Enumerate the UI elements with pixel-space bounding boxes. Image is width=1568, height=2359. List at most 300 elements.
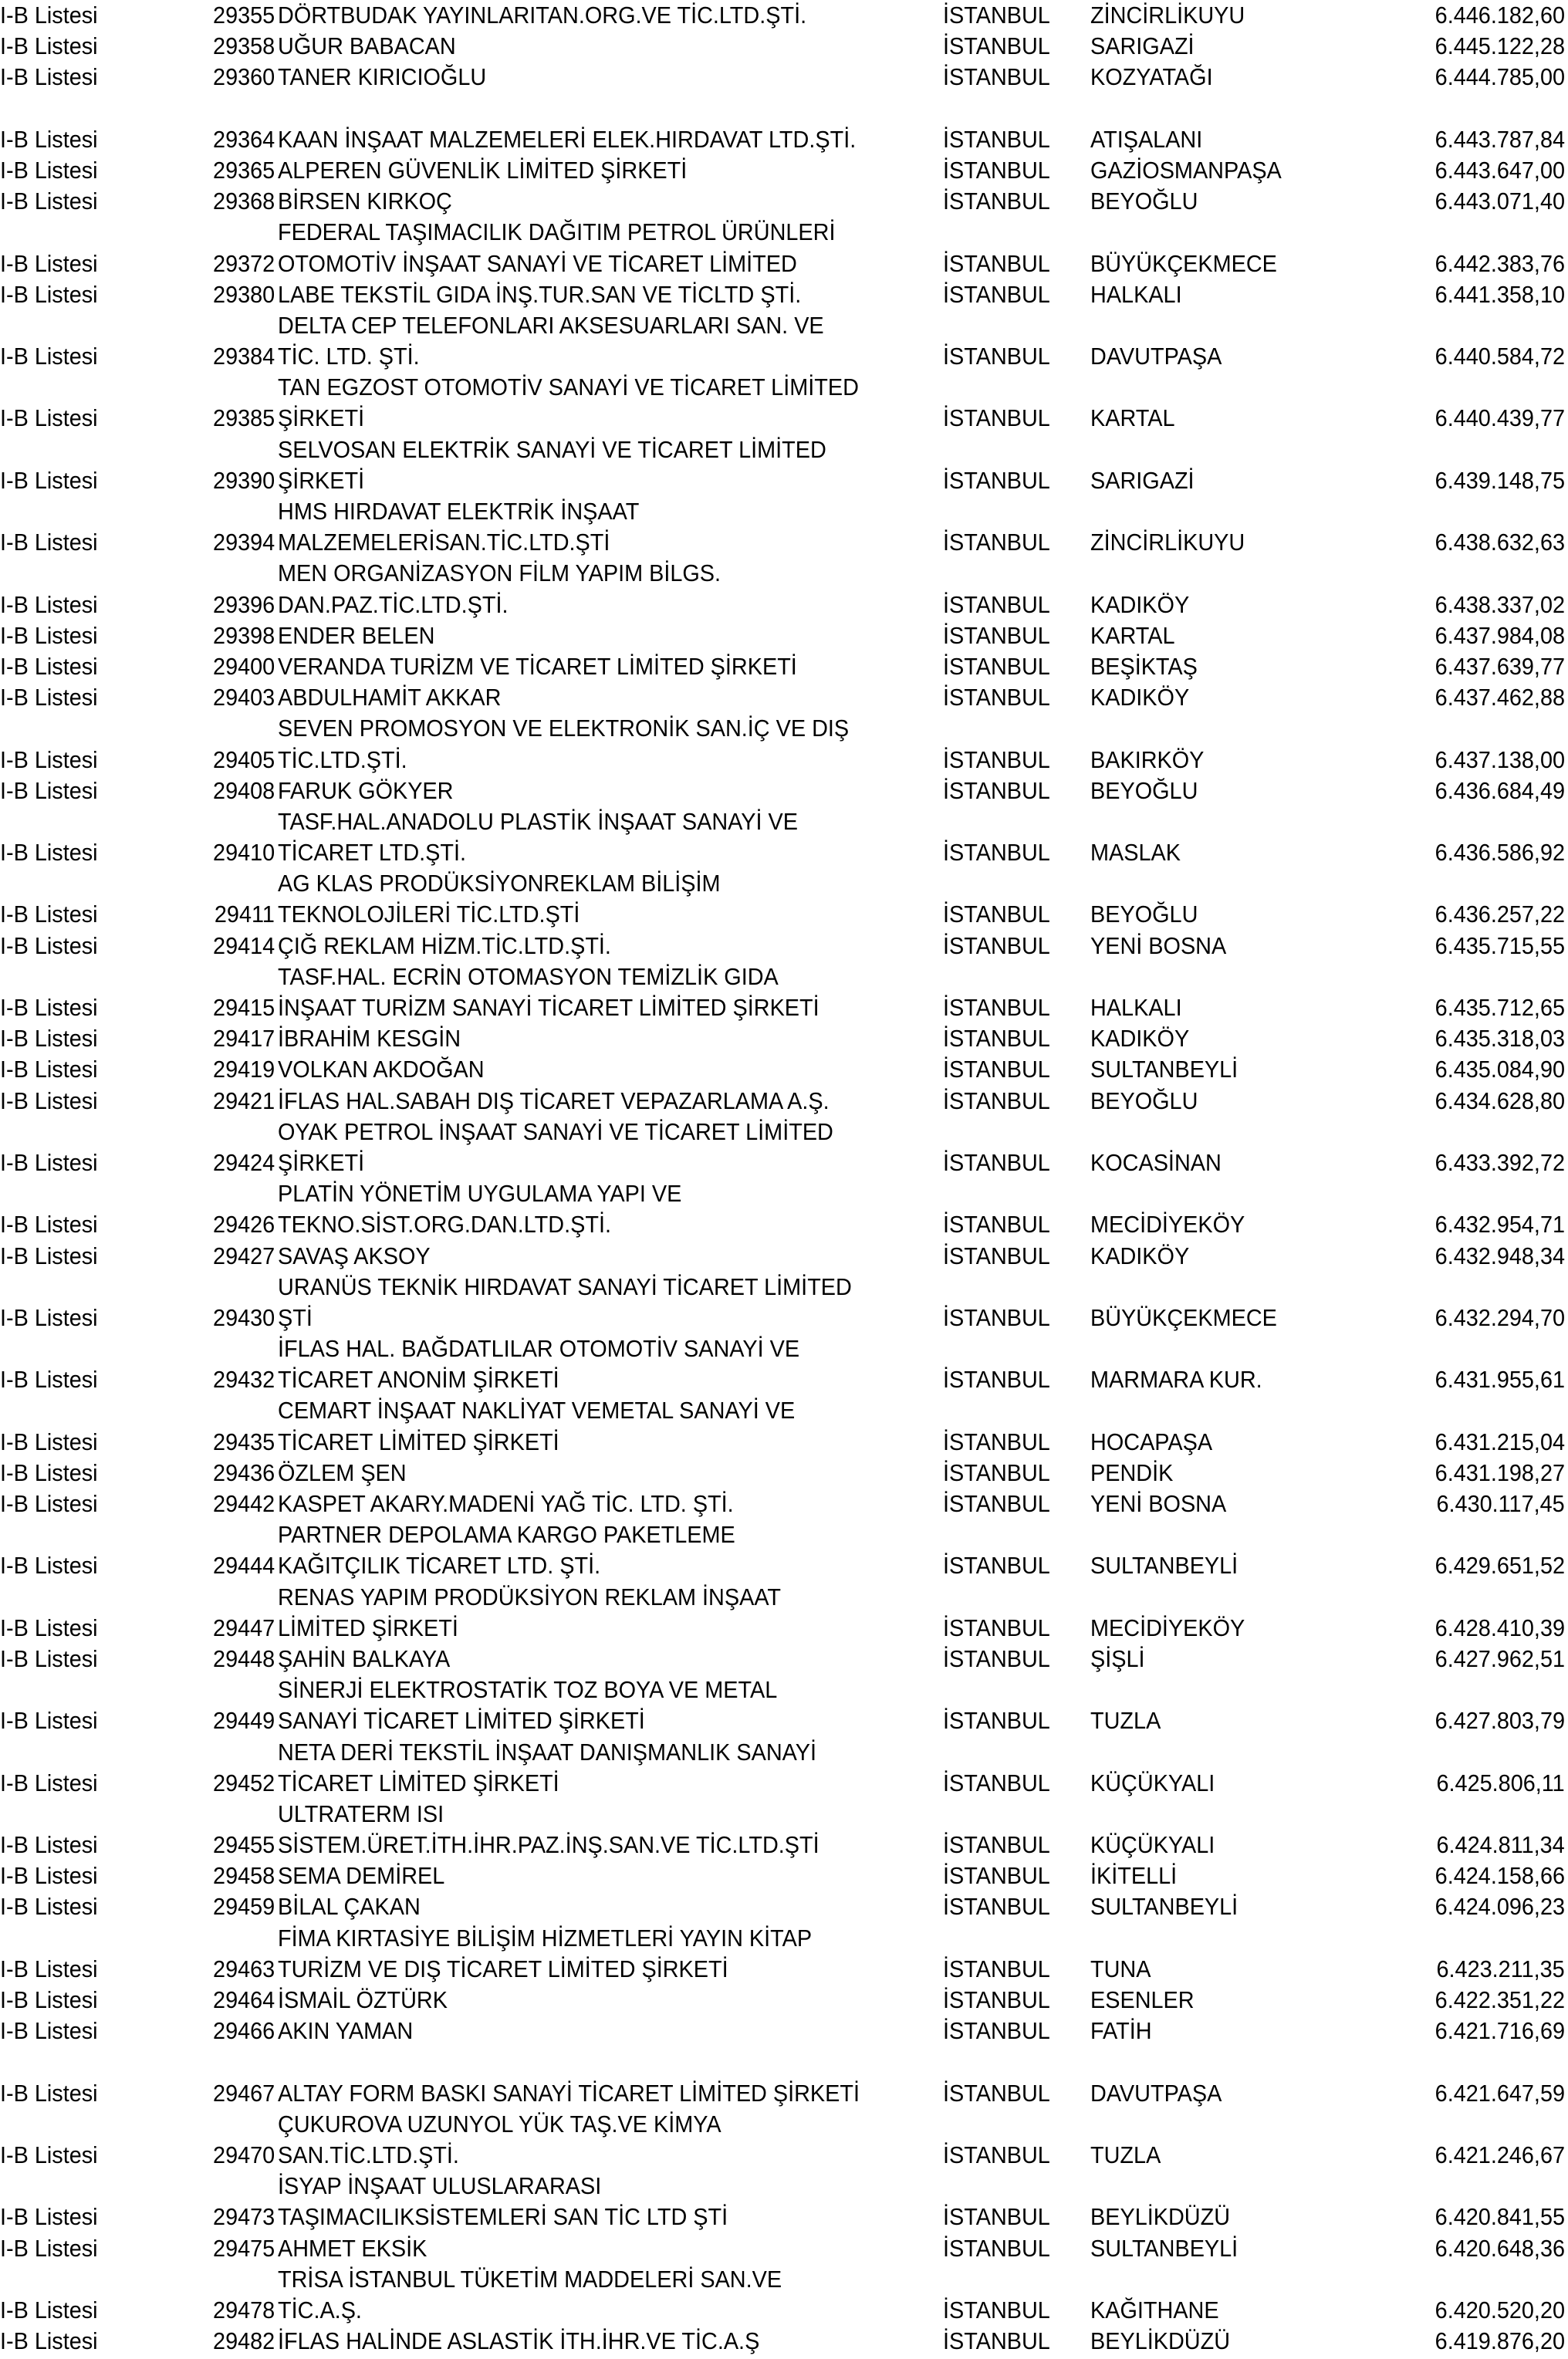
row-line (0, 558, 1568, 589)
name-cell-text: PARTNER DEPOLAMA KARGO PAKETLEME (278, 1521, 735, 1549)
row-line (0, 2233, 1568, 2264)
amount-cell-text: 6.434.628,80 (1435, 1087, 1565, 1114)
list-cell-text: I-B Listesi (0, 404, 98, 432)
name-cell-text: PLATİN YÖNETİM UYGULAMA YAPI VE (278, 1180, 682, 1208)
name-cell-text: TİC. LTD. ŞTİ. (278, 343, 420, 370)
list-cell (0, 1209, 105, 1240)
table-row (0, 806, 1568, 868)
row-line (0, 1799, 1568, 1830)
name-cell (278, 1086, 870, 1117)
city-cell-text: İSTANBUL (943, 745, 1050, 773)
name-cell (278, 279, 840, 310)
name-cell (278, 620, 447, 651)
name-cell-text: TİC.A.Ş. (278, 2296, 362, 2324)
row-line (0, 1519, 1568, 1550)
row-line (0, 1427, 1568, 1458)
row-line (0, 1209, 1568, 1240)
number-cell-text: 29459 (212, 1893, 275, 1921)
number-cell-text: 29473 (212, 2203, 275, 2231)
name-cell (278, 217, 877, 248)
number-cell (193, 155, 275, 186)
row-line (0, 186, 1568, 217)
row-line (0, 1054, 1568, 1085)
list-cell (0, 1054, 105, 1085)
list-cell (0, 1613, 105, 1644)
number-cell (193, 682, 275, 713)
district-cell (1090, 527, 1256, 558)
name-cell (278, 1272, 895, 1303)
list-cell (0, 651, 105, 682)
name-cell (278, 1737, 857, 1768)
district-cell-text: HOCAPAŞA (1090, 1428, 1213, 1455)
district-cell-text: KADIKÖY (1090, 684, 1190, 711)
table-row (0, 62, 1568, 93)
city-cell (943, 1550, 1058, 1581)
amount-cell (1425, 465, 1565, 496)
list-cell (0, 403, 105, 434)
amount-cell-text: 6.421.246,67 (1435, 2141, 1565, 2168)
name-cell (278, 1954, 762, 1985)
name-cell (278, 1891, 431, 1922)
number-cell-text: 29384 (212, 343, 275, 370)
table-row (0, 1923, 1568, 1985)
city-cell (943, 279, 1058, 310)
name-cell-text: SAVAŞ AKSOY (278, 1242, 431, 1269)
city-cell (943, 1891, 1058, 1922)
amount-cell (1425, 1613, 1565, 1644)
number-cell-text: 29410 (212, 839, 275, 867)
city-cell (943, 776, 1058, 806)
amount-cell (1425, 62, 1565, 93)
city-cell (943, 2016, 1058, 2046)
table-row (0, 682, 1568, 713)
name-cell (278, 31, 469, 62)
list-cell-text: I-B Listesi (0, 2203, 98, 2231)
district-cell (1090, 899, 1206, 930)
table-row (0, 1861, 1568, 1891)
list-cell (0, 837, 105, 868)
district-cell (1090, 0, 1256, 31)
name-cell-text: URANÜS TEKNİK HIRDAVAT SANAYİ TİCARET LİMİTED (278, 1272, 852, 1300)
district-cell-text: BEYOĞLU (1090, 188, 1198, 215)
number-cell (193, 1458, 275, 1489)
number-cell (193, 2140, 275, 2171)
table-row (0, 31, 1568, 62)
name-cell-text: SEVEN PROMOSYON VE ELEKTRONİK SAN.İÇ VE DIŞ (278, 715, 850, 742)
name-cell-text: KAĞITÇILIK TİCARET LTD. ŞTİ. (278, 1552, 601, 1580)
number-cell-text: 29394 (212, 529, 275, 556)
number-cell (193, 62, 275, 93)
city-cell-text: İSTANBUL (943, 1366, 1050, 1394)
city-cell (943, 620, 1058, 651)
name-cell (278, 2295, 368, 2326)
district-cell-text: MECİDİYEKÖY (1090, 1211, 1245, 1239)
number-cell (193, 1209, 275, 1240)
amount-cell (1425, 745, 1565, 776)
district-cell-text: SARIGAZİ (1090, 32, 1195, 60)
row-line (0, 217, 1568, 248)
amount-cell-text: 6.443.787,84 (1435, 125, 1565, 153)
city-cell-text: İSTANBUL (943, 156, 1050, 184)
district-cell-text: YENİ BOSNA (1090, 931, 1227, 959)
district-cell (1090, 2326, 1241, 2357)
number-cell-text: 29417 (212, 1025, 275, 1053)
city-cell (943, 2140, 1058, 2171)
district-cell-text: KÜÇÜKYALI (1090, 1769, 1215, 1796)
name-cell (278, 0, 847, 31)
name-cell-text: ALTAY FORM BASKI SANAYİ TİCARET LİMİTED ŞİRKETİ (278, 2079, 860, 2107)
name-cell (278, 186, 465, 217)
list-cell-text: I-B Listesi (0, 1831, 98, 1859)
city-cell-text: İSTANBUL (943, 901, 1050, 928)
list-cell (0, 590, 105, 620)
amount-cell (1425, 1241, 1565, 1272)
city-cell (943, 1985, 1058, 2016)
name-cell-text: ULTRATERM ISI (278, 1800, 444, 1827)
row-line (0, 1861, 1568, 1891)
amount-cell-text: 6.436.684,49 (1435, 776, 1565, 804)
name-cell (278, 1458, 416, 1489)
amount-cell-text: 6.437.984,08 (1435, 621, 1565, 649)
district-cell-text: SULTANBEYLİ (1090, 1893, 1239, 1921)
name-cell (278, 2171, 626, 2202)
row-line (0, 2171, 1568, 2202)
row-line (0, 31, 1568, 62)
number-cell (193, 1086, 275, 1117)
list-cell (0, 931, 105, 962)
list-cell (0, 1427, 105, 1458)
table-row (0, 310, 1568, 372)
number-cell (193, 1861, 275, 1891)
amount-cell (1425, 1644, 1565, 1675)
amount-cell-text: 6.440.584,72 (1435, 343, 1565, 370)
table-row (0, 1054, 1568, 1085)
amount-cell (1425, 1023, 1565, 1054)
list-cell-text: I-B Listesi (0, 249, 98, 277)
district-cell (1090, 620, 1181, 651)
district-cell (1090, 1705, 1166, 1736)
district-cell (1090, 1086, 1206, 1117)
list-cell (0, 1550, 105, 1581)
table-row (0, 372, 1568, 434)
table-row (0, 1644, 1568, 1675)
list-cell (0, 620, 105, 651)
table-row (0, 1985, 1568, 2016)
district-cell-text: BEYLİKDÜZÜ (1090, 2203, 1231, 2231)
number-cell (193, 899, 275, 930)
table-row (0, 868, 1568, 930)
row-line (0, 1364, 1568, 1395)
number-cell-text: 29365 (212, 156, 275, 184)
table-row (0, 2171, 1568, 2232)
amount-cell (1425, 620, 1565, 651)
city-cell-text: İSTANBUL (943, 1303, 1050, 1331)
table-row (0, 186, 1568, 217)
row-line (0, 2109, 1568, 2140)
district-cell (1090, 1891, 1249, 1922)
city-cell-text: İSTANBUL (943, 2203, 1050, 2231)
row-line (0, 1272, 1568, 1303)
district-cell-text: KARTAL (1090, 404, 1175, 432)
name-cell-text: TEKNO.SİST.ORG.DAN.LTD.ŞTİ. (278, 1211, 611, 1239)
district-cell-text: DAVUTPAŞA (1090, 343, 1222, 370)
name-cell-text: TİCARET LTD.ŞTİ. (278, 839, 467, 867)
name-cell (278, 124, 900, 155)
city-cell (943, 1209, 1058, 1240)
number-cell-text: 29464 (212, 1986, 275, 2013)
list-cell (0, 2140, 105, 2171)
name-cell-text: SEMA DEMİREL (278, 1862, 445, 1890)
row-line (0, 527, 1568, 558)
name-cell (278, 2202, 762, 2232)
city-cell (943, 651, 1058, 682)
district-cell-text: SULTANBEYLİ (1090, 1552, 1239, 1580)
number-cell (193, 1891, 275, 1922)
city-cell-text: İSTANBUL (943, 1955, 1050, 1982)
name-cell-text: TİCARET LİMİTED ŞİRKETİ (278, 1428, 559, 1455)
row-line (0, 1830, 1568, 1861)
amount-cell (1425, 2295, 1565, 2326)
amount-cell-text: 6.438.632,63 (1435, 529, 1565, 556)
amount-cell (1425, 1550, 1565, 1581)
city-cell (943, 1147, 1058, 1178)
city-cell (943, 2295, 1058, 2326)
number-cell (193, 1427, 275, 1458)
row-line (0, 962, 1568, 992)
district-cell-text: KÜÇÜKYALI (1090, 1831, 1215, 1859)
city-cell (943, 2202, 1058, 2232)
amount-cell (1425, 837, 1565, 868)
table-row (0, 1086, 1568, 1117)
district-cell-text: GAZİOSMANPAŞA (1090, 156, 1282, 184)
row-line (0, 1613, 1568, 1644)
blank-spacer (0, 2046, 1568, 2077)
district-cell-text: ŞİŞLİ (1090, 1644, 1145, 1672)
number-cell-text: 29419 (212, 1056, 275, 1083)
district-cell-text: DAVUTPAŞA (1090, 2079, 1222, 2107)
city-cell (943, 1303, 1058, 1333)
number-cell-text: 29415 (212, 994, 275, 1021)
district-cell (1090, 1489, 1237, 1519)
number-cell (193, 1705, 275, 1736)
list-cell (0, 1644, 105, 1675)
name-cell (278, 1427, 580, 1458)
city-cell (943, 248, 1058, 279)
list-cell-text: I-B Listesi (0, 1986, 98, 2013)
row-line (0, 2078, 1568, 2109)
district-cell (1090, 837, 1188, 868)
name-cell-text: İFLAS HAL. BAĞDATLILAR OTOMOTİV SANAYİ VE (278, 1335, 800, 1363)
name-cell (278, 155, 718, 186)
city-cell-text: İSTANBUL (943, 32, 1050, 60)
name-cell (278, 465, 371, 496)
number-cell-text: 29396 (212, 590, 275, 618)
list-cell-text: I-B Listesi (0, 1025, 98, 1053)
district-cell (1090, 1954, 1155, 1985)
district-cell (1090, 124, 1211, 155)
name-cell (278, 2109, 755, 2140)
city-cell (943, 0, 1058, 31)
list-cell-text: I-B Listesi (0, 901, 98, 928)
table-row (0, 1519, 1568, 1581)
list-cell (0, 465, 105, 496)
number-cell-text: 29444 (212, 1552, 275, 1580)
district-cell (1090, 31, 1202, 62)
name-cell-text: TEKNOLOJİLERİ TİC.LTD.ŞTİ (278, 901, 580, 928)
row-line (0, 465, 1568, 496)
city-cell (943, 403, 1058, 434)
amount-cell (1425, 155, 1565, 186)
number-cell (193, 931, 275, 962)
district-cell-text: MARMARA KUR. (1090, 1366, 1262, 1394)
list-cell (0, 2295, 105, 2326)
number-cell-text: 29442 (212, 1490, 275, 1517)
name-cell-text: İFLAS HALİNDE ASLASTİK İTH.İHR.VE TİC.A.Ş (278, 2327, 760, 2355)
table-row (0, 776, 1568, 806)
name-cell (278, 1054, 500, 1085)
name-cell-text: KASPET AKARY.MADENİ YAĞ TİC. LTD. ŞTİ. (278, 1490, 734, 1517)
name-cell-text: TRİSA İSTANBUL TÜKETİM MADDELERİ SAN.VE (278, 2265, 782, 2293)
number-cell (193, 651, 275, 682)
name-cell-text: ALPEREN GÜVENLİK LİMİTED ŞİRKETİ (278, 156, 688, 184)
number-cell-text: 29414 (212, 931, 275, 959)
list-cell-text: I-B Listesi (0, 1056, 98, 1083)
name-cell (278, 372, 903, 403)
number-cell (193, 341, 275, 372)
amount-cell-text: 6.420.648,36 (1435, 2234, 1565, 2262)
table-row (0, 496, 1568, 558)
amount-cell-text: 6.420.841,55 (1435, 2203, 1565, 2231)
table-row (0, 1458, 1568, 1489)
city-cell-text: İSTANBUL (943, 1862, 1050, 1890)
name-cell (278, 1209, 637, 1240)
row-line (0, 1923, 1568, 1954)
row-line (0, 745, 1568, 776)
amount-cell (1425, 1147, 1565, 1178)
name-cell (278, 2016, 423, 2046)
row-line (0, 1582, 1568, 1613)
amount-cell (1425, 2078, 1565, 2109)
number-cell-text: 29436 (212, 1458, 275, 1486)
number-cell (193, 837, 275, 868)
number-cell (193, 590, 275, 620)
city-cell-text: İSTANBUL (943, 1490, 1050, 1517)
number-cell (193, 0, 275, 31)
number-cell-text: 29403 (212, 684, 275, 711)
list-cell-text: I-B Listesi (0, 529, 98, 556)
amount-cell (1425, 931, 1565, 962)
district-cell (1090, 682, 1197, 713)
number-cell (193, 1550, 275, 1581)
number-cell (193, 279, 275, 310)
name-cell-text: AKIN YAMAN (278, 2017, 414, 2045)
list-cell-text: I-B Listesi (0, 745, 98, 773)
table-row (0, 0, 1568, 31)
district-cell-text: HALKALI (1090, 994, 1182, 1021)
list-cell-text: I-B Listesi (0, 994, 98, 1021)
name-cell-text: KAAN İNŞAAT MALZEMELERİ ELEK.HIRDAVAT LTD.ŞTİ. (278, 125, 857, 153)
amount-cell-text: 6.431.198,27 (1435, 1458, 1565, 1486)
amount-cell (1425, 186, 1565, 217)
district-cell (1090, 1613, 1256, 1644)
city-cell (943, 1489, 1058, 1519)
number-cell-text: 29435 (212, 1428, 275, 1455)
amount-cell (1425, 2233, 1565, 2264)
list-cell-text: I-B Listesi (0, 280, 98, 308)
district-cell (1090, 2078, 1232, 2109)
district-cell-text: BÜYÜKÇEKMECE (1090, 249, 1277, 277)
name-cell (278, 1023, 475, 1054)
row-line (0, 1023, 1568, 1054)
city-cell-text: İSTANBUL (943, 1769, 1050, 1796)
name-cell (278, 1178, 712, 1209)
list-cell (0, 1364, 105, 1395)
row-line (0, 155, 1568, 186)
district-cell (1090, 1023, 1197, 1054)
name-cell (278, 1675, 815, 1705)
city-cell-text: İSTANBUL (943, 1893, 1050, 1921)
district-cell (1090, 1147, 1232, 1178)
list-cell-text: I-B Listesi (0, 2079, 98, 2107)
name-cell-text: BİLAL ÇAKAN (278, 1893, 421, 1921)
number-cell-text: 29432 (212, 1366, 275, 1394)
name-cell (278, 1147, 371, 1178)
number-cell (193, 186, 275, 217)
row-line (0, 2140, 1568, 2171)
district-cell-text: ZİNCİRLİKUYU (1090, 2, 1245, 29)
name-cell-text: TİC.LTD.ŞTİ. (278, 745, 407, 773)
row-line (0, 931, 1568, 962)
list-cell-text: I-B Listesi (0, 343, 98, 370)
row-line (0, 1458, 1568, 1489)
city-cell-text: İSTANBUL (943, 2234, 1050, 2262)
district-cell (1090, 2295, 1228, 2326)
list-cell-text: I-B Listesi (0, 839, 98, 867)
district-cell-text: MASLAK (1090, 839, 1181, 867)
amount-cell-text: 6.420.520,20 (1435, 2296, 1565, 2324)
name-cell (278, 2264, 819, 2295)
name-cell-text: İFLAS HAL.SABAH DIŞ TİCARET VEPAZARLAMA A.Ş. (278, 1087, 830, 1114)
name-cell (278, 776, 467, 806)
row-line (0, 403, 1568, 434)
list-cell-text: I-B Listesi (0, 776, 98, 804)
number-cell (193, 527, 275, 558)
list-cell (0, 992, 105, 1023)
amount-cell (1425, 1458, 1565, 1489)
number-cell (193, 2202, 275, 2232)
amount-cell (1425, 2140, 1565, 2171)
city-cell (943, 745, 1058, 776)
district-cell-text: BÜYÜKÇEKMECE (1090, 1303, 1277, 1331)
row-line (0, 2326, 1568, 2357)
number-cell (193, 1241, 275, 1272)
name-cell-text: FEDERAL TAŞIMACILIK DAĞITIM PETROL ÜRÜNLERİ (278, 218, 836, 246)
row-line (0, 868, 1568, 899)
list-cell (0, 1891, 105, 1922)
amount-cell (1425, 2016, 1565, 2046)
district-cell (1090, 1427, 1222, 1458)
name-cell (278, 899, 603, 930)
table-row (0, 434, 1568, 496)
number-cell (193, 1768, 275, 1799)
name-cell (278, 931, 636, 962)
district-cell-text: TUZLA (1090, 1707, 1161, 1735)
district-cell (1090, 2202, 1241, 2232)
row-line (0, 1705, 1568, 1736)
row-line (0, 2202, 1568, 2232)
district-cell-text: BEYLİKDÜZÜ (1090, 2327, 1231, 2355)
district-cell-text: KADIKÖY (1090, 1025, 1190, 1053)
